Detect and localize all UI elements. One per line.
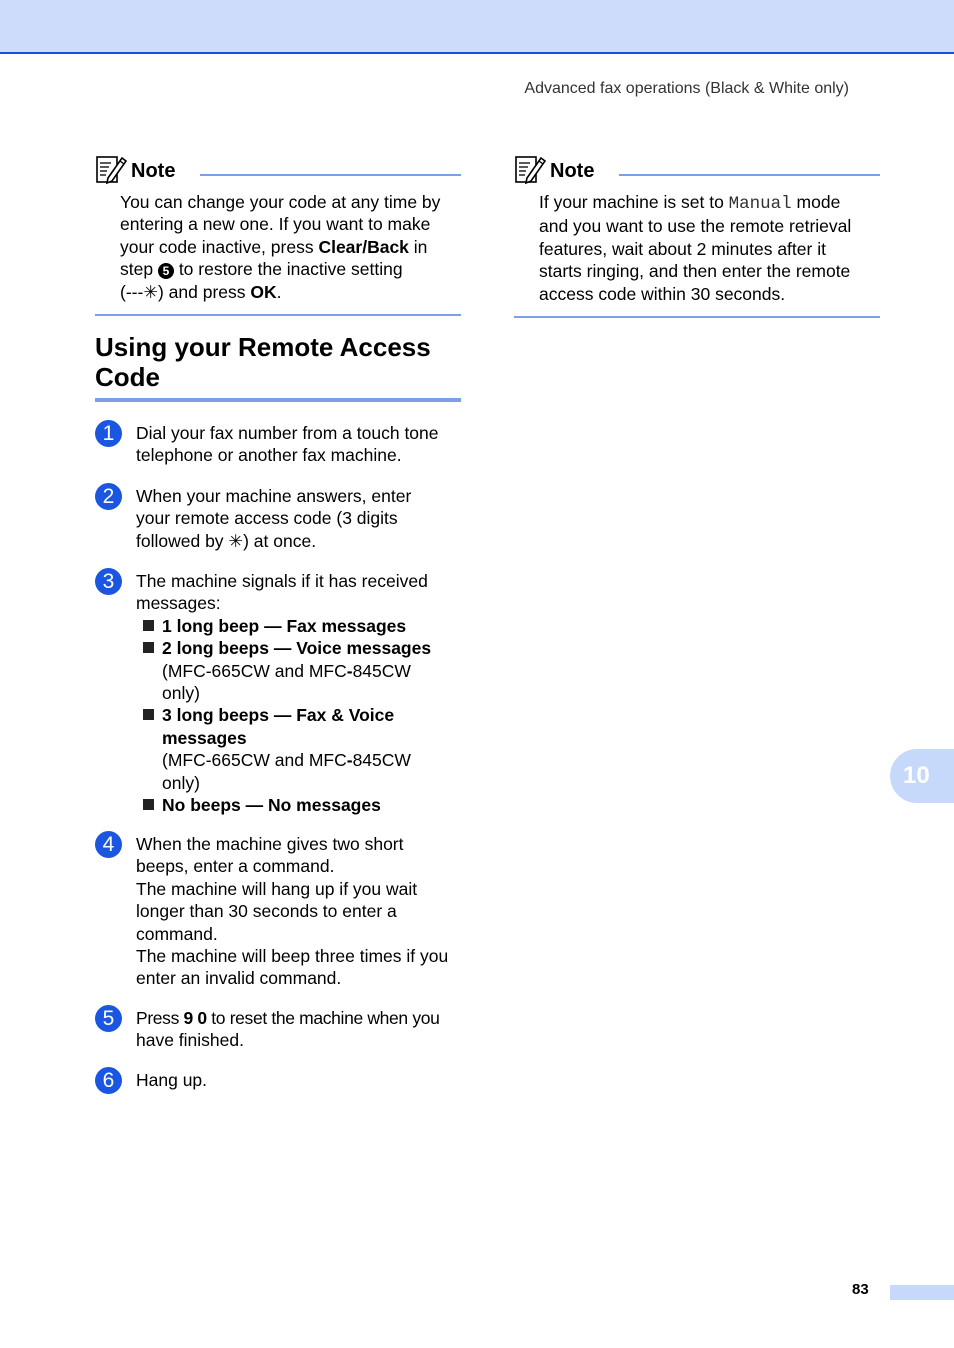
step-6 <box>95 1067 461 1091</box>
step-line <box>136 530 461 552</box>
step-number-icon: 4 <box>95 831 122 858</box>
list-item <box>136 704 461 794</box>
top-header-band <box>0 0 954 54</box>
running-header: Advanced fax operations (Black & White only) <box>524 80 849 97</box>
note-text: your code inactive, press <box>120 236 319 257</box>
note-body <box>539 190 880 305</box>
model-note: (MFC-665CW and MFC <box>162 660 347 681</box>
list-item <box>136 637 461 704</box>
step-line: telephone or another fax machine. <box>136 445 402 466</box>
note-pencil-icon <box>514 154 546 186</box>
step-text <box>136 420 461 467</box>
note-text: in <box>408 236 428 257</box>
star-key-icon: ✳ <box>228 530 244 551</box>
step-line: The machine signals if it has received <box>136 571 428 591</box>
step-line: messages: <box>136 593 221 614</box>
step-4 <box>95 831 461 990</box>
step-text <box>136 1067 461 1091</box>
clear-back-key: Clear/Back <box>318 236 409 257</box>
note-line <box>120 281 461 303</box>
note-line <box>120 258 461 280</box>
step-line: your remote access code (3 digits <box>136 508 398 529</box>
step-number-icon: 3 <box>95 568 122 595</box>
step-number-icon: 5 <box>95 1005 122 1032</box>
step-text <box>136 1005 461 1052</box>
model-note: 845CW <box>352 660 411 681</box>
note-line: entering a new one. If you want to make <box>120 214 431 235</box>
note-body <box>120 190 461 303</box>
model-note: only) <box>162 772 200 793</box>
step-2 <box>95 483 461 552</box>
note-text: . <box>276 281 282 302</box>
note-pencil-icon <box>95 154 127 186</box>
note-title: Note <box>550 160 595 182</box>
section-title-line: Using your Remote Access <box>95 332 431 362</box>
step-line: command. <box>136 923 218 944</box>
section-title <box>95 332 461 402</box>
step-text-part: to reset the machine when you <box>206 1008 440 1028</box>
note-text: to restore the inactive setting <box>173 259 403 280</box>
note-line <box>120 236 461 258</box>
note-bottom-rule <box>95 314 461 316</box>
section-title-line: Code <box>95 362 160 392</box>
note-rule <box>200 174 461 176</box>
list-item <box>136 794 461 816</box>
note-rule <box>619 174 880 176</box>
model-note: only) <box>162 683 200 704</box>
note-left <box>95 154 461 316</box>
step-line: beeps, enter a command. <box>136 856 335 877</box>
step-text-part: ) at once. <box>243 530 317 551</box>
step-text <box>136 568 461 816</box>
key-sequence: 9 0 <box>183 1008 207 1028</box>
page-number: 83 <box>852 1281 869 1298</box>
note-line: You can change your code at any time by <box>120 192 441 212</box>
step-1 <box>95 420 461 467</box>
step-5 <box>95 1005 461 1052</box>
list-item-label: messages <box>162 727 247 748</box>
ok-key: OK <box>250 281 277 302</box>
step-text <box>136 483 461 552</box>
list-item <box>136 615 461 637</box>
note-text: step <box>120 259 158 280</box>
step-number-icon: 1 <box>95 420 122 447</box>
step-text-part: followed by <box>136 530 229 551</box>
list-item-label: 1 long beep — Fax messages <box>162 615 407 636</box>
step-line: longer than 30 seconds to enter a <box>136 901 397 922</box>
step-line: enter an invalid command. <box>136 968 342 989</box>
list-item-label: 3 long beeps — Fax & Voice <box>162 705 395 726</box>
step-text <box>136 831 461 990</box>
page-number-bar <box>890 1285 954 1300</box>
step-number-icon: 2 <box>95 483 122 510</box>
step-line: Hang up. <box>136 1070 208 1090</box>
step-3 <box>95 568 461 816</box>
step-line: When your machine answers, enter <box>136 486 412 506</box>
model-note-dash: - <box>346 660 353 681</box>
note-text: If your machine is set to <box>539 192 729 212</box>
step-line: When the machine gives two short <box>136 834 404 854</box>
model-note: 845CW <box>352 750 411 771</box>
note-title: Note <box>131 160 176 182</box>
model-note-dash: - <box>346 750 353 771</box>
note-text: mode <box>791 192 841 212</box>
note-text: (--- <box>120 281 144 302</box>
note-line: starts ringing, and then enter the remote <box>539 261 851 282</box>
note-line <box>539 191 880 215</box>
note-line: features, wait about 2 minutes after it <box>539 238 826 259</box>
note-header <box>95 154 461 190</box>
note-text: ) and press <box>157 281 251 302</box>
step-line <box>136 1007 461 1029</box>
list-item-label: No beeps — No messages <box>162 795 381 816</box>
manual-mode-text: Manual <box>728 194 792 214</box>
model-note: (MFC-665CW and MFC <box>162 750 347 771</box>
step-5-ref-icon: 5 <box>158 263 174 279</box>
step-line: have finished. <box>136 1030 244 1051</box>
step-line: The machine will hang up if you wait <box>136 878 418 899</box>
step-text-part: Press <box>136 1008 184 1028</box>
step-number-icon: 6 <box>95 1067 122 1094</box>
note-line: and you want to use the remote retrieval <box>539 216 852 237</box>
step-line: The machine will beep three times if you <box>136 946 449 967</box>
note-right <box>514 154 880 318</box>
chapter-tab: 10 <box>890 749 954 803</box>
note-line: access code within 30 seconds. <box>539 283 786 304</box>
beep-signal-list <box>136 615 461 817</box>
step-line: Dial your fax number from a touch tone <box>136 423 439 443</box>
star-key-icon: ✳ <box>143 281 158 302</box>
list-item-label: 2 long beeps — Voice messages <box>162 638 432 659</box>
note-header <box>514 154 880 190</box>
note-bottom-rule <box>514 316 880 318</box>
